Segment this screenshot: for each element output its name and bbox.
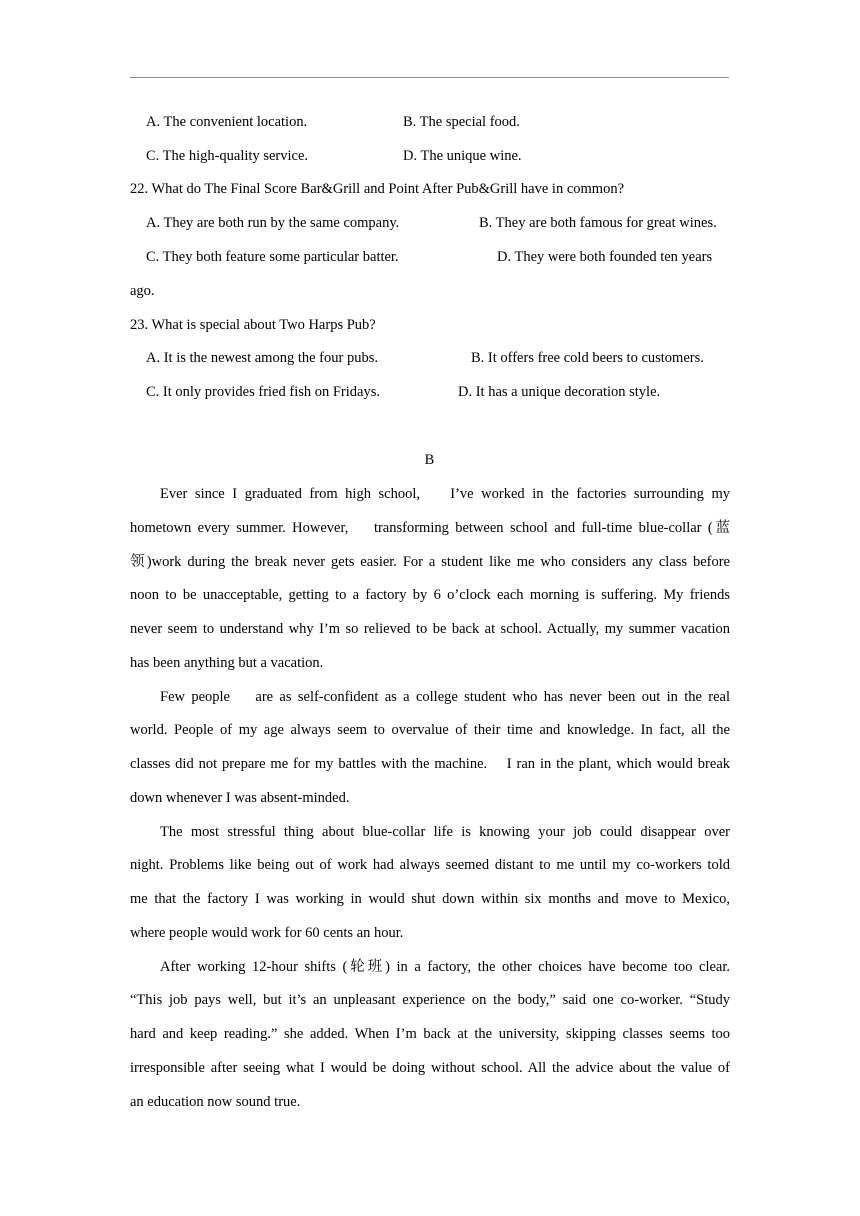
passage-p4-line-5: an education now sound true. xyxy=(130,1094,301,1110)
q23-option-a: A. It is the newest among the four pubs. xyxy=(146,350,378,366)
q22-option-c: C. They both feature some particular batter. xyxy=(146,249,399,265)
passage-p3-line-1: The most stressful thing about blue-collar life is knowing your job could disappear over xyxy=(160,824,730,840)
q23-stem: 23. What is special about Two Harps Pub? xyxy=(130,317,376,333)
passage-p2-line-3: classes did not prepare me for my battles with the machine. I ran in the plant, which would break xyxy=(130,756,730,772)
passage-p4-line-2: “This job pays well, but it’s an unpleasant experience on the body,” said one co-worker. “Study xyxy=(130,992,730,1008)
q23-option-b: B. It offers free cold beers to customers. xyxy=(471,350,704,366)
passage-p4-line-3: hard and keep reading.” she added. When I’m back at the university, skipping classes seems too xyxy=(130,1026,730,1042)
passage-p4-line-4: irresponsible after seeing what I would be doing without school. All the advice about the value of xyxy=(130,1060,730,1076)
passage-p1-line-6: has been anything but a vacation. xyxy=(130,655,324,671)
passage-p3-line-2: night. Problems like being out of work had always seemed distant to me until my co-workers told xyxy=(130,857,730,873)
q21-option-d: D. The unique wine. xyxy=(403,148,522,164)
q21-option-c: C. The high-quality service. xyxy=(146,148,309,164)
q22-stem: 22. What do The Final Score Bar&Grill and Point After Pub&Grill have in common? xyxy=(130,181,624,197)
passage-p3-line-3: me that the factory I was working in would shut down within six months and move to Mexico, xyxy=(130,891,730,907)
passage-p1-line-4: noon to be unacceptable, getting to a factory by 6 o’clock each morning is suffering. My friends xyxy=(130,587,730,603)
q22-option-b: B. They are both famous for great wines. xyxy=(479,215,717,231)
passage-p3-line-4: where people would work for 60 cents an hour. xyxy=(130,925,404,941)
passage-p1-line-1: Ever since I graduated from high school, I’ve worked in the factories surrounding my xyxy=(160,486,730,502)
passage-p2-line-2: world. People of my age always seem to overvalue of their time and knowledge. In fact, all the xyxy=(130,722,730,738)
header-rule xyxy=(130,77,729,78)
q23-option-c: C. It only provides fried fish on Fridays. xyxy=(146,384,380,400)
q22-option-d: D. They were both founded ten years xyxy=(497,249,713,265)
passage-p2-line-1: Few people are as self-confident as a college student who has never been out in the real xyxy=(160,689,730,705)
q21-option-a: A. The convenient location. xyxy=(146,114,308,130)
passage-p1-line-3: 领)work during the break never gets easier. For a student like me who considers any class before xyxy=(130,554,730,570)
passage-p4-line-1: After working 12-hour shifts (轮班) in a factory, the other choices have become too clear. xyxy=(160,959,730,975)
q22-option-d-continued: ago. xyxy=(130,283,155,299)
passage-p1-line-5: never seem to understand why I’m so relieved to be back at school. Actually, my summer vacation xyxy=(130,621,730,637)
q22-option-a: A. They are both run by the same company. xyxy=(146,215,400,231)
passage-p2-line-4: down whenever I was absent-minded. xyxy=(130,790,350,806)
q21-option-b: B. The special food. xyxy=(403,114,520,130)
passage-p1-line-2: hometown every summer. However, transforming between school and full-time blue-collar (蓝 xyxy=(130,520,730,536)
q23-option-d: D. It has a unique decoration style. xyxy=(458,384,661,400)
section-title: B xyxy=(424,452,435,468)
